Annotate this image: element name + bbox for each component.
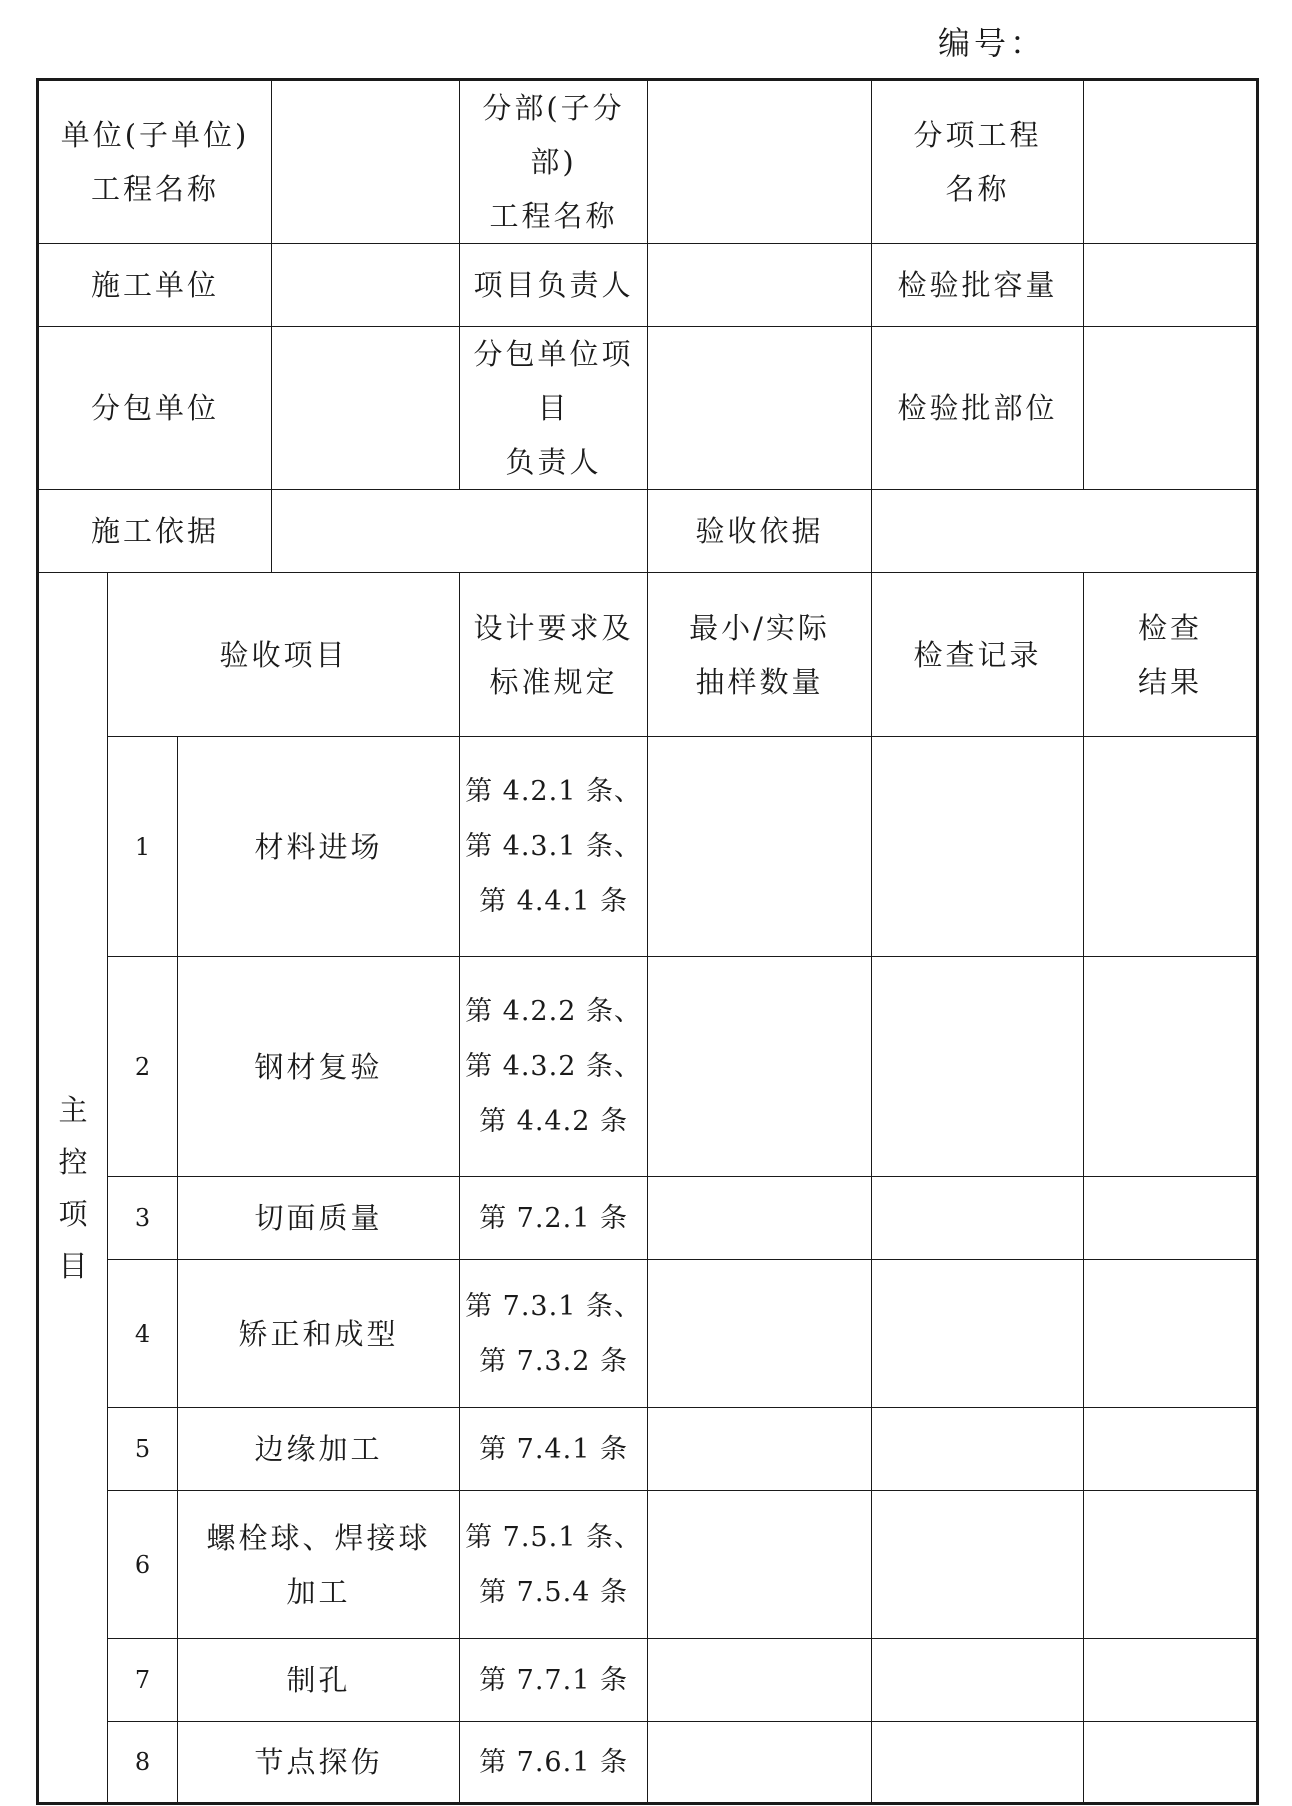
table-row bbox=[38, 737, 1258, 957]
item-check-result[interactable] bbox=[1084, 1639, 1258, 1722]
info-row-basis bbox=[38, 490, 1258, 573]
table-row bbox=[38, 957, 1258, 1177]
item-name: 制孔 bbox=[178, 1639, 460, 1722]
item-sample-count[interactable] bbox=[648, 1722, 872, 1804]
item-clauses: 第 7.2.1 条 bbox=[460, 1177, 648, 1260]
item-number: 5 bbox=[108, 1408, 178, 1491]
item-clauses: 第 7.5.1 条、 第 7.5.4 条 bbox=[460, 1491, 648, 1639]
item-clauses: 第 7.6.1 条 bbox=[460, 1722, 648, 1804]
item-project-name-label: 分项工程 名称 bbox=[872, 80, 1084, 244]
item-check-result[interactable] bbox=[1084, 1722, 1258, 1804]
item-clauses: 第 4.2.2 条、 第 4.3.2 条、 第 4.4.2 条 bbox=[460, 957, 648, 1177]
unit-project-name-value[interactable] bbox=[272, 80, 460, 244]
project-manager-label: 项目负责人 bbox=[460, 244, 648, 327]
construction-unit-label: 施工单位 bbox=[38, 244, 272, 327]
item-check-result[interactable] bbox=[1084, 1260, 1258, 1408]
item-number: 3 bbox=[108, 1177, 178, 1260]
info-row-project-names bbox=[38, 80, 1258, 244]
acceptance-basis-label: 验收依据 bbox=[648, 490, 872, 573]
subcontractor-manager-value[interactable] bbox=[648, 327, 872, 490]
subcontractor-value[interactable] bbox=[272, 327, 460, 490]
item-check-result[interactable] bbox=[1084, 1491, 1258, 1639]
item-sample-count[interactable] bbox=[648, 737, 872, 957]
item-number: 2 bbox=[108, 957, 178, 1177]
item-name: 节点探伤 bbox=[178, 1722, 460, 1804]
item-check-record[interactable] bbox=[872, 1260, 1084, 1408]
item-sample-count[interactable] bbox=[648, 1408, 872, 1491]
item-name: 钢材复验 bbox=[178, 957, 460, 1177]
acceptance-item-header: 验收项目 bbox=[108, 573, 460, 737]
item-sample-count[interactable] bbox=[648, 957, 872, 1177]
table-row bbox=[38, 1722, 1258, 1804]
item-sample-count[interactable] bbox=[648, 1260, 872, 1408]
item-name: 切面质量 bbox=[178, 1177, 460, 1260]
info-row-subcontractor bbox=[38, 327, 1258, 490]
item-number: 8 bbox=[108, 1722, 178, 1804]
item-check-record[interactable] bbox=[872, 1177, 1084, 1260]
item-sample-count[interactable] bbox=[648, 1639, 872, 1722]
acceptance-basis-value[interactable] bbox=[872, 490, 1258, 573]
table-row bbox=[38, 1639, 1258, 1722]
batch-location-label: 检验批部位 bbox=[872, 327, 1084, 490]
item-number: 6 bbox=[108, 1491, 178, 1639]
main-control-items-label: 主 控 项 目 bbox=[38, 573, 108, 1804]
batch-capacity-label: 检验批容量 bbox=[872, 244, 1084, 327]
item-project-name-value[interactable] bbox=[1084, 80, 1258, 244]
item-name: 螺栓球、焊接球 加工 bbox=[178, 1491, 460, 1639]
document-number-label: 编号： bbox=[938, 24, 1047, 62]
subcontractor-manager-label: 分包单位项目 负责人 bbox=[460, 327, 648, 490]
item-sample-count[interactable] bbox=[648, 1177, 872, 1260]
item-name: 矫正和成型 bbox=[178, 1260, 460, 1408]
item-check-record[interactable] bbox=[872, 957, 1084, 1177]
division-project-name-label: 分部(子分部) 工程名称 bbox=[460, 80, 648, 244]
item-name: 边缘加工 bbox=[178, 1408, 460, 1491]
item-name: 材料进场 bbox=[178, 737, 460, 957]
project-manager-value[interactable] bbox=[648, 244, 872, 327]
unit-project-name-label: 单位(子单位) 工程名称 bbox=[38, 80, 272, 244]
check-result-header: 检查 结果 bbox=[1084, 573, 1258, 737]
construction-basis-value[interactable] bbox=[272, 490, 648, 573]
item-clauses: 第 7.4.1 条 bbox=[460, 1408, 648, 1491]
construction-unit-value[interactable] bbox=[272, 244, 460, 327]
item-check-record[interactable] bbox=[872, 1722, 1084, 1804]
design-requirement-header: 设计要求及 标准规定 bbox=[460, 573, 648, 737]
item-number: 1 bbox=[108, 737, 178, 957]
batch-capacity-value[interactable] bbox=[1084, 244, 1258, 327]
item-check-record[interactable] bbox=[872, 1408, 1084, 1491]
item-clauses: 第 4.2.1 条、 第 4.3.1 条、 第 4.4.1 条 bbox=[460, 737, 648, 957]
batch-location-value[interactable] bbox=[1084, 327, 1258, 490]
division-project-name-value[interactable] bbox=[648, 80, 872, 244]
table-row bbox=[38, 1408, 1258, 1491]
item-check-record[interactable] bbox=[872, 1639, 1084, 1722]
inspection-form-table bbox=[36, 78, 1259, 1805]
check-record-header: 检查记录 bbox=[872, 573, 1084, 737]
item-number: 4 bbox=[108, 1260, 178, 1408]
item-check-result[interactable] bbox=[1084, 957, 1258, 1177]
item-check-record[interactable] bbox=[872, 1491, 1084, 1639]
subcontractor-label: 分包单位 bbox=[38, 327, 272, 490]
item-check-record[interactable] bbox=[872, 737, 1084, 957]
items-header-row bbox=[38, 573, 1258, 737]
construction-basis-label: 施工依据 bbox=[38, 490, 272, 573]
item-check-result[interactable] bbox=[1084, 1177, 1258, 1260]
item-check-result[interactable] bbox=[1084, 1408, 1258, 1491]
info-row-construction-unit bbox=[38, 244, 1258, 327]
item-clauses: 第 7.3.1 条、 第 7.3.2 条 bbox=[460, 1260, 648, 1408]
item-number: 7 bbox=[108, 1639, 178, 1722]
table-row bbox=[38, 1260, 1258, 1408]
item-check-result[interactable] bbox=[1084, 737, 1258, 957]
item-sample-count[interactable] bbox=[648, 1491, 872, 1639]
table-row bbox=[38, 1177, 1258, 1260]
sample-count-header: 最小/实际 抽样数量 bbox=[648, 573, 872, 737]
item-clauses: 第 7.7.1 条 bbox=[460, 1639, 648, 1722]
table-row bbox=[38, 1491, 1258, 1639]
